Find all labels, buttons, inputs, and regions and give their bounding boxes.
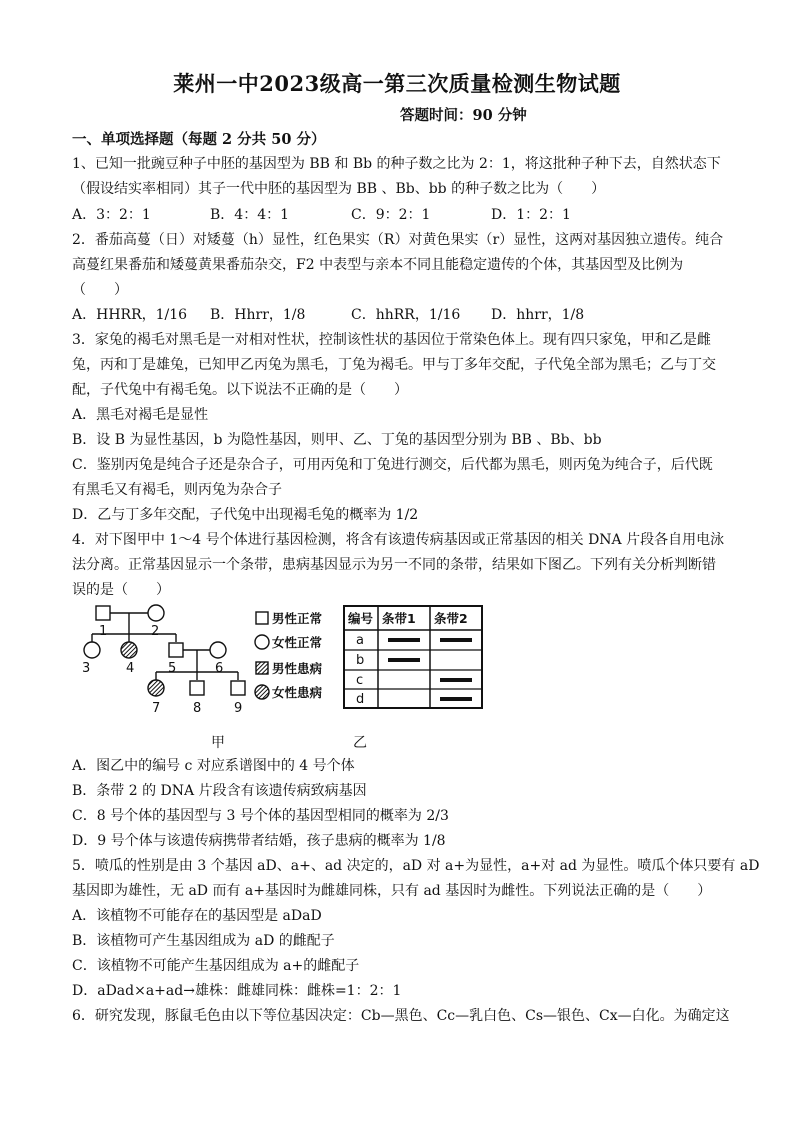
band-row-id-c: c (356, 673, 364, 688)
question-1-line-1: 1、已知一批豌豆种子中胚的基因型为 BB 和 Bb 的种子数之比为 2：1，将这批种子种下去，自然状态下 (72, 156, 721, 172)
band-row-id-d: d (356, 692, 365, 707)
page-title: 莱州一中2023级高一第三次质量检测生物试题 (173, 71, 621, 96)
exam-time: 答题时间：90 分钟 (400, 107, 527, 124)
pedigree-label-7: 7 (152, 701, 161, 716)
band-row-id-b: b (356, 653, 365, 668)
question-4-option-a: A．图乙中的编号 c 对应系谱图中的 4 号个体 (72, 758, 355, 774)
pedigree-label-8: 8 (193, 701, 202, 716)
band-table-header-id: 编号 (348, 611, 374, 626)
band-mark-a-band1 (388, 638, 420, 642)
pedigree-legend (255, 612, 269, 699)
band-mark-a-band2 (440, 638, 472, 642)
question-4-option-c: C．8 号个体的基因型与 3 号个体的基因型相同的概率为 2/3 (72, 808, 449, 824)
question-3-line-3: 配，子代兔中有褐毛兔。以下说法不正确的是（ ） (72, 382, 408, 398)
band-mark-b-band1 (388, 658, 420, 662)
pedigree-label-9: 9 (234, 701, 243, 716)
legend-female-affected: 女性患病 (272, 685, 323, 700)
band-mark-d-band2 (440, 697, 472, 701)
question-2-option-c: C．hhRR，1/16 (351, 307, 461, 323)
section-heading: 一、单项选择题（每题 2 分共 50 分） (72, 131, 326, 148)
question-1-option-c: C．9：2：1 (351, 207, 431, 223)
question-3-line-1: 3．家兔的褐毛对黑毛是一对相对性状，控制该性状的基因位于常染色体上。现有四只家兔，甲和乙是雌 (72, 332, 711, 348)
question-2-line-3: （ ） (72, 282, 128, 298)
question-4-line-2: 法分离。正常基因显示一个条带，患病基因显示为另一不同的条带，结果如下图乙。下列有关分析判断错 (72, 557, 716, 573)
legend-male-affected: 男性患病 (272, 661, 323, 676)
band-mark-c-band2 (440, 678, 472, 682)
pedigree-and-band-figure (72, 600, 502, 730)
question-2-option-b: B．Hhrr，1/8 (210, 307, 306, 323)
question-4-line-1: 4．对下图甲中 1～4 号个体进行基因检测，将含有该遗传病基因或正常基因的相关 DNA 片段各自用电泳 (72, 532, 725, 548)
pedigree-female-4 (121, 642, 137, 658)
question-5-option-d: D．aDad×a+ad→雄株：雌雄同株：雌株=1：2：1 (72, 983, 402, 999)
legend-male-normal: 男性正常 (272, 611, 323, 626)
question-3-option-c-line-2: 有黑毛又有褐毛，则丙兔为杂合子 (72, 482, 282, 498)
question-6-line-1: 6．研究发现，豚鼠毛色由以下等位基因决定：Cb—黑色、Cc—乳白色、Cs—银色、Cx—白化。为确定这 (72, 1008, 730, 1024)
pedigree-label-2: 2 (151, 624, 160, 639)
question-2-option-a: A．HHRR，1/16 (72, 307, 188, 323)
question-4-option-d: D．9 号个体与该遗传病携带者结婚，孩子患病的概率为 1/8 (72, 833, 446, 849)
question-1-option-b: B．4：4：1 (210, 207, 290, 223)
pedigree-male-5 (169, 643, 183, 657)
question-1-option-d: D．1：2：1 (491, 207, 571, 223)
band-table-header-band1: 条带1 (382, 611, 416, 626)
pedigree-label-3: 3 (82, 661, 91, 676)
pedigree-female-2 (148, 605, 164, 621)
pedigree-label-6: 6 (215, 661, 224, 676)
question-4-line-3: 误的是（ ） (72, 582, 170, 598)
question-3-option-a: A．黑毛对褐毛是显性 (72, 407, 209, 423)
question-5-line-1: 5．喷瓜的性别是由 3 个基因 aD、a+、ad 决定的，aD 对 a+为显性，a+对 ad 为显性。喷瓜个体只要有 aD (72, 858, 760, 874)
band-table-header-band2: 条带2 (434, 611, 468, 626)
question-5-option-b: B．该植物可产生基因组成为 aD 的雌配子 (72, 933, 335, 949)
pedigree-label-5: 5 (168, 661, 177, 676)
pedigree-male-1 (96, 606, 110, 620)
pedigree-female-7 (148, 680, 164, 696)
pedigree-label-4: 4 (126, 661, 135, 676)
question-2-option-d: D．hhrr，1/8 (491, 307, 585, 323)
question-2-line-1: 2．番茄高蔓（日）对矮蔓（h）显性，红色果实（R）对黄色果实（r）显性，这两对基因独立遗传。纯合 (72, 232, 724, 248)
question-3-option-b: B．设 B 为显性基因，b 为隐性基因，则甲、乙、丁兔的基因型分别为 BB 、Bb、bb (72, 432, 602, 448)
legend-male-affected-icon (256, 662, 268, 674)
pedigree-female-3 (84, 642, 100, 658)
pedigree-chart (84, 605, 245, 696)
question-3-line-2: 兔，丙和丁是雄兔，已知甲乙丙兔为黑毛，丁兔为褐毛。甲与丁多年交配，子代兔全部为黑毛；乙与丁交 (72, 357, 716, 373)
figure-caption-yi: 乙 (353, 735, 367, 751)
band-row-id-a: a (356, 633, 364, 648)
legend-female-normal: 女性正常 (272, 635, 323, 650)
question-5-option-c: C．该植物不可能产生基因组成为 a+的雌配子 (72, 958, 360, 974)
legend-female-normal-icon (255, 635, 269, 649)
question-2-line-2: 高蔓红果番茄和矮蔓黄果番茄杂交，F2 中表型与亲本不同且能稳定遗传的个体，其基因型及比例为 (72, 257, 684, 273)
question-1-line-2: （假设结实率相同）其子一代中胚的基因型为 BB 、Bb、bb 的种子数之比为（ ） (72, 181, 606, 197)
pedigree-male-8 (190, 681, 204, 695)
question-5-line-2: 基因即为雄性，无 aD 而有 a+基因时为雌雄同株，只有 ad 基因时为雌性。下列说法正确的是（ ） (72, 883, 712, 899)
question-1-option-a: A．3：2：1 (72, 207, 151, 223)
legend-male-normal-icon (256, 612, 268, 624)
question-3-option-d: D．乙与丁多年交配，子代兔中出现褐毛兔的概率为 1/2 (72, 507, 419, 523)
legend-female-affected-icon (255, 685, 269, 699)
pedigree-label-1: 1 (99, 624, 108, 639)
question-5-option-a: A．该植物不可能存在的基因型是 aDaD (72, 908, 322, 924)
question-4-option-b: B．条带 2 的 DNA 片段含有该遗传病致病基因 (72, 783, 367, 799)
question-4-figure (72, 600, 502, 750)
pedigree-female-6 (210, 642, 226, 658)
question-3-option-c-line-1: C．鉴别丙兔是纯合子还是杂合子，可用丙兔和丁兔进行测交，后代都为黑毛，则丙兔为纯合子，后代既 (72, 457, 713, 473)
pedigree-male-9 (231, 681, 245, 695)
figure-caption-jia: 甲 (211, 735, 225, 751)
